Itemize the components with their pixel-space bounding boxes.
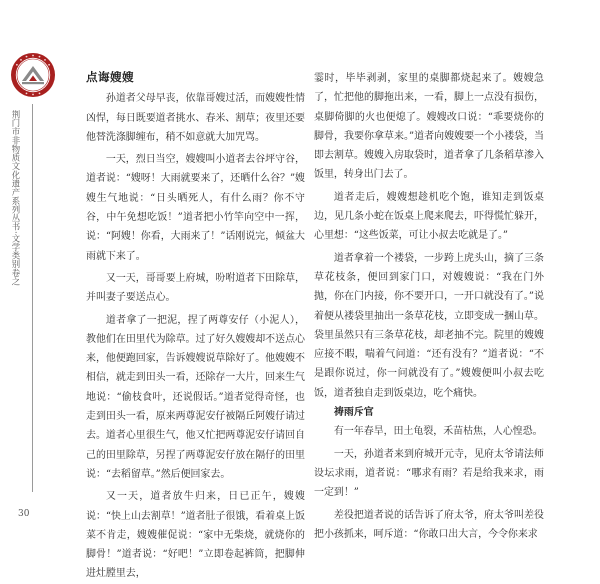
page-number: 30 [18,509,30,519]
paragraph: 孙道者父母早丧，依靠哥嫂过活，而嫂嫂性情凶悍，每日既要道者挑水、春米、割草；夜里还要他替洗涤脚缠布，稍不如意就大加咒骂。 [86,93,305,143]
paragraph: 一天，烈日当空，嫂嫂叫小道者去谷坪守谷，道者说：“嫂呀！大雨就要来了，还晒什么谷？”嫂嫂生气地说：“日头晒死人，有什么雨？你不守谷，中午免想吃饭！”道者把小竹竿向空中一挥，说：“阿嫂！你看，大雨来了！”话刚说完，倾盆大雨就下来了。 [86,154,305,262]
paragraph: 道者拿了一把泥，捏了两尊安仔（小泥人），教他们在田里代为除草。过了好久嫂嫂却不送点心来，他便跑回家，告诉嫂嫂说草除好了。他嫂嫂不相信，就走到田头一看，还除存一大片，回来生气地说：“偷枝食叶，还说假话。”道者觉得奇怪，也走到田头一看，原来两尊泥安仔被隔丘阿嫂仔请过去。道者心里很生气，他又忙把两尊泥安仔请回自己的田里除草，另捏了两尊泥安仔放在隔仔的田里说：“去稻留草。”然后便回家去。 [86,314,305,480]
heritage-emblem-icon [10,52,56,98]
paragraph: 道者拿着一个褛袋，一步跨上虎头山，摘了三条草花枝条，便回到家门口，对嫂嫂说：“我在门外抛，你在门内接，你不要开口，一开口就没有了。”说着便从褛袋里抽出一条草花枝，立即变成一捆山草。袋里虽然只有三条草花枝，却老抽不完。院里的嫂嫂应接不暇，喘着气问道：“还有没有？”道者说：“不是跟你说过，你一问就没有了。”嫂嫂便叫小叔去吃饭，道者独自走到饭桌边，吃个痛快。 [314,252,544,399]
paragraph: 又一天，道者放牛归来，日已正午，嫂嫂说：“快上山去割草！”道者肚子很饿，看着桌上饭菜不肯走，嫂嫂催促说：“家中无柴烧，就烧你的脚骨！”道者说：“好吧！”立即卷起裤筒，把脚伸进灶膛里去， [86,491,305,580]
paragraph: 又一天，哥哥要上府城，吩咐道者下田除草，并叫妻子要送点心。 [86,272,305,304]
article-title: 点诲嫂嫂 [86,70,134,84]
paragraph: 差役把道者说的话告诉了府太爷，府太爷叫差役把小孩抓来，呵斥道：“你敢口出大言，今令你来求 [314,509,544,540]
paragraph: 有一年春旱，田土龟裂，禾苗枯焦，人心惶恐。 [333,426,543,438]
paragraph: 一天，孙道者来到府城开元寺，见府太爷请法师设坛求雨，道者说：“哪求有雨？若是给我来求，雨一定到！” [314,448,544,499]
paragraph: 霎时，毕毕剥剥，家里的桌脚都烧起来了。嫂嫂急了，忙把他的脚拖出来，一看，脚上一点没有损伤，桌脚倚脚的火也便熄了。嫂嫂改口说：“乖要烧你的脚骨，我要你拿草来。”道者向嫂嫂要一个小褛袋，当即去割草。嫂嫂入房取袋时，道者拿了几条稻草渗入饭里，转身出门去了。 [314,73,544,181]
left-column [86,68,305,584]
margin-rule [32,104,33,492]
section-heading: 祷雨斥官 [333,407,374,419]
series-title: 荆门市非物质文化遗产系列丛书·文学类别卷之 [11,110,21,286]
paragraph: 道者走后，嫂嫂想趁机吃个饱，谁知走到饭桌边，见几条小蛇在饭桌上爬来爬去，吓得慌忙躲开，心里想：“这些饭菜，可让小叔去吃就是了。” [314,191,544,242]
right-column [314,69,544,544]
